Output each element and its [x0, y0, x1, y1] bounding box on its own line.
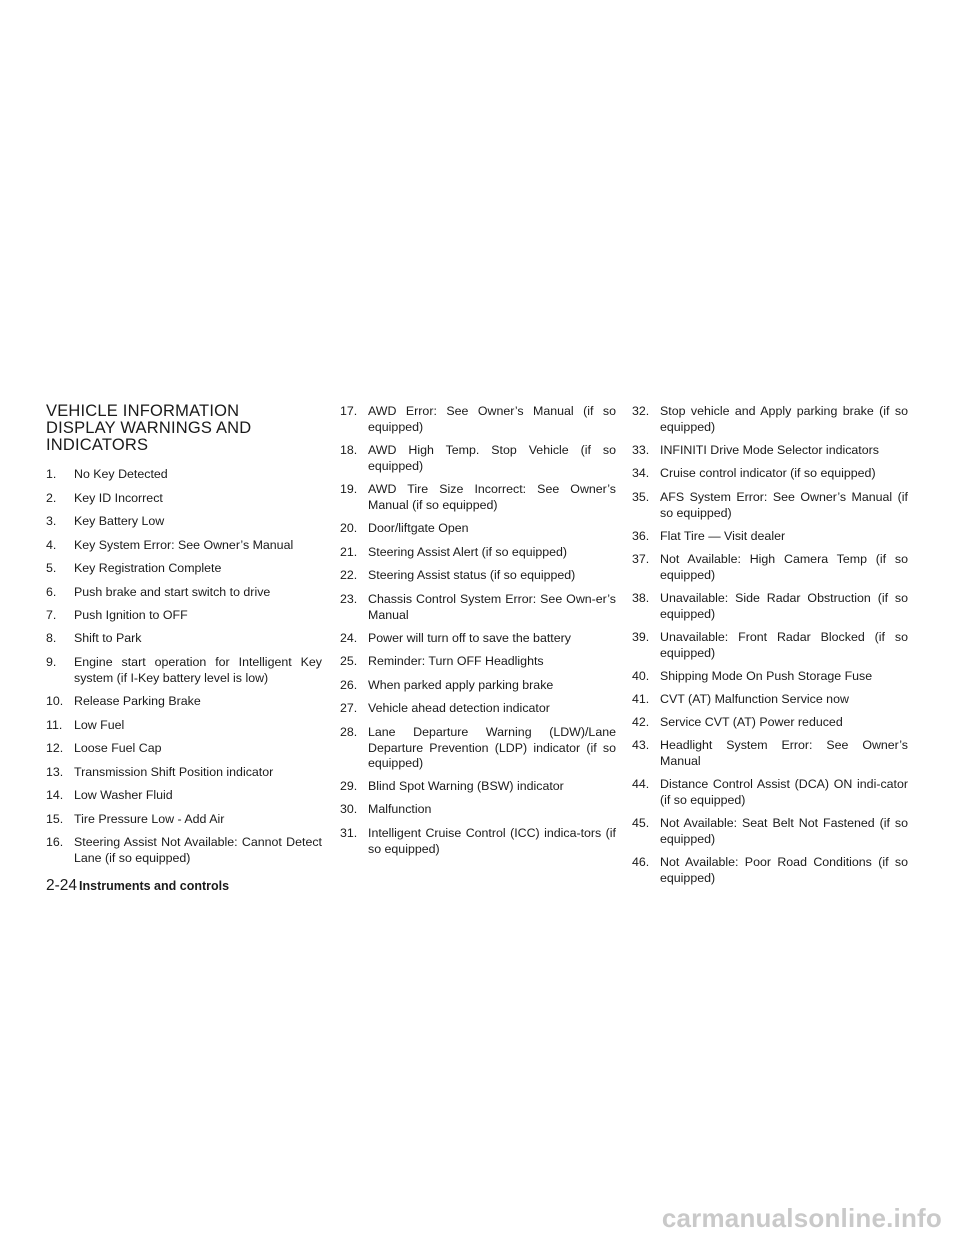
list-item: 31. Intelligent Cruise Control (ICC) indica-tors (if so equipped): [340, 826, 616, 856]
list-item: 45. Not Available: Seat Belt Not Fastened (if so equipped): [632, 816, 908, 846]
list-item: 40. Shipping Mode On Push Storage Fuse: [632, 669, 873, 683]
list-item: 8. Shift to Park: [46, 631, 142, 645]
section-title-line: VEHICLE INFORMATION: [46, 402, 240, 420]
list-item: 39. Unavailable: Front Radar Blocked (if so equipped): [632, 630, 908, 660]
list-item: 9. Engine start operation for Intelligent Key system (if I-Key battery level is low): [46, 655, 322, 685]
list-item: 22. Steering Assist status (if so equipped): [340, 568, 576, 582]
section-title-line: INDICATORS: [46, 436, 149, 454]
list-item: 46. Not Available: Poor Road Conditions (if so equipped): [632, 855, 908, 885]
list-item: 43. Headlight System Error: See Owner’s Manual: [632, 738, 908, 768]
list-item: 13. Transmission Shift Position indicator: [46, 765, 274, 779]
list-item: 4. Key System Error: See Owner’s Manual: [46, 538, 294, 552]
list-item: 33. INFINITI Drive Mode Selector indicators: [632, 443, 879, 457]
list-item: 42. Service CVT (AT) Power reduced: [632, 715, 843, 729]
list-item: 7. Push Ignition to OFF: [46, 608, 188, 622]
list-item: 41. CVT (AT) Malfunction Service now: [632, 692, 849, 706]
list-item: 6. Push brake and start switch to drive: [46, 585, 271, 599]
list-item: 17. AWD Error: See Owner’s Manual (if so equipped): [340, 404, 616, 434]
list-item: 24. Power will turn off to save the battery: [340, 631, 571, 645]
watermark-text: carmanualsonline.info: [661, 1203, 942, 1233]
list-item: 30. Malfunction: [340, 802, 432, 816]
list-item: 32. Stop vehicle and Apply parking brake (if so equipped): [632, 404, 908, 434]
chapter-title: Instruments and controls: [79, 879, 230, 893]
list-item: 37. Not Available: High Camera Temp (if so equipped): [632, 552, 908, 582]
list-item: 36. Flat Tire — Visit dealer: [632, 529, 786, 543]
list-item: 34. Cruise control indicator (if so equipped): [632, 466, 876, 480]
list-item: 27. Vehicle ahead detection indicator: [340, 701, 550, 715]
list-item: 21. Steering Assist Alert (if so equipped): [340, 545, 568, 559]
list-item: 28. Lane Departure Warning (LDW)/Lane Departure Prevention (LDP) indicator (if so equipped): [340, 725, 616, 770]
list-item: 2. Key ID Incorrect: [46, 491, 163, 505]
list-item: 15. Tire Pressure Low - Add Air: [46, 812, 225, 826]
list-item: 23. Chassis Control System Error: See Own-er’s Manual: [340, 592, 616, 622]
list-item: 38. Unavailable: Side Radar Obstruction (if so equipped): [632, 591, 908, 621]
list-item: 20. Door/liftgate Open: [340, 521, 469, 535]
list-item: 18. AWD High Temp. Stop Vehicle (if so equipped): [340, 443, 616, 473]
list-item: 10. Release Parking Brake: [46, 694, 201, 708]
list-item: 3. Key Battery Low: [46, 514, 165, 528]
list-item: 29. Blind Spot Warning (BSW) indicator: [340, 779, 564, 793]
list-item: 19. AWD Tire Size Incorrect: See Owner’s Manual (if so equipped): [340, 482, 616, 512]
list-item: 5. Key Registration Complete: [46, 561, 222, 575]
list-item: 16. Steering Assist Not Available: Cannot Detect Lane (if so equipped): [46, 835, 322, 865]
section-title: [46, 403, 326, 454]
list-item: 35. AFS System Error: See Owner’s Manual (if so equipped): [632, 490, 908, 520]
list-item: 1. No Key Detected: [46, 467, 168, 481]
list-item: 14. Low Washer Fluid: [46, 788, 173, 802]
page-footer: [46, 877, 229, 895]
list-item: 44. Distance Control Assist (DCA) ON indi-cator (if so equipped): [632, 777, 908, 807]
section-title-line: DISPLAY WARNINGS AND: [46, 419, 252, 437]
list-item: 25. Reminder: Turn OFF Headlights: [340, 654, 544, 668]
page-number: 2-24: [46, 877, 78, 894]
list-item: 26. When parked apply parking brake: [340, 678, 554, 692]
list-item: 11. Low Fuel: [46, 718, 125, 732]
list-item: 12. Loose Fuel Cap: [46, 741, 162, 755]
